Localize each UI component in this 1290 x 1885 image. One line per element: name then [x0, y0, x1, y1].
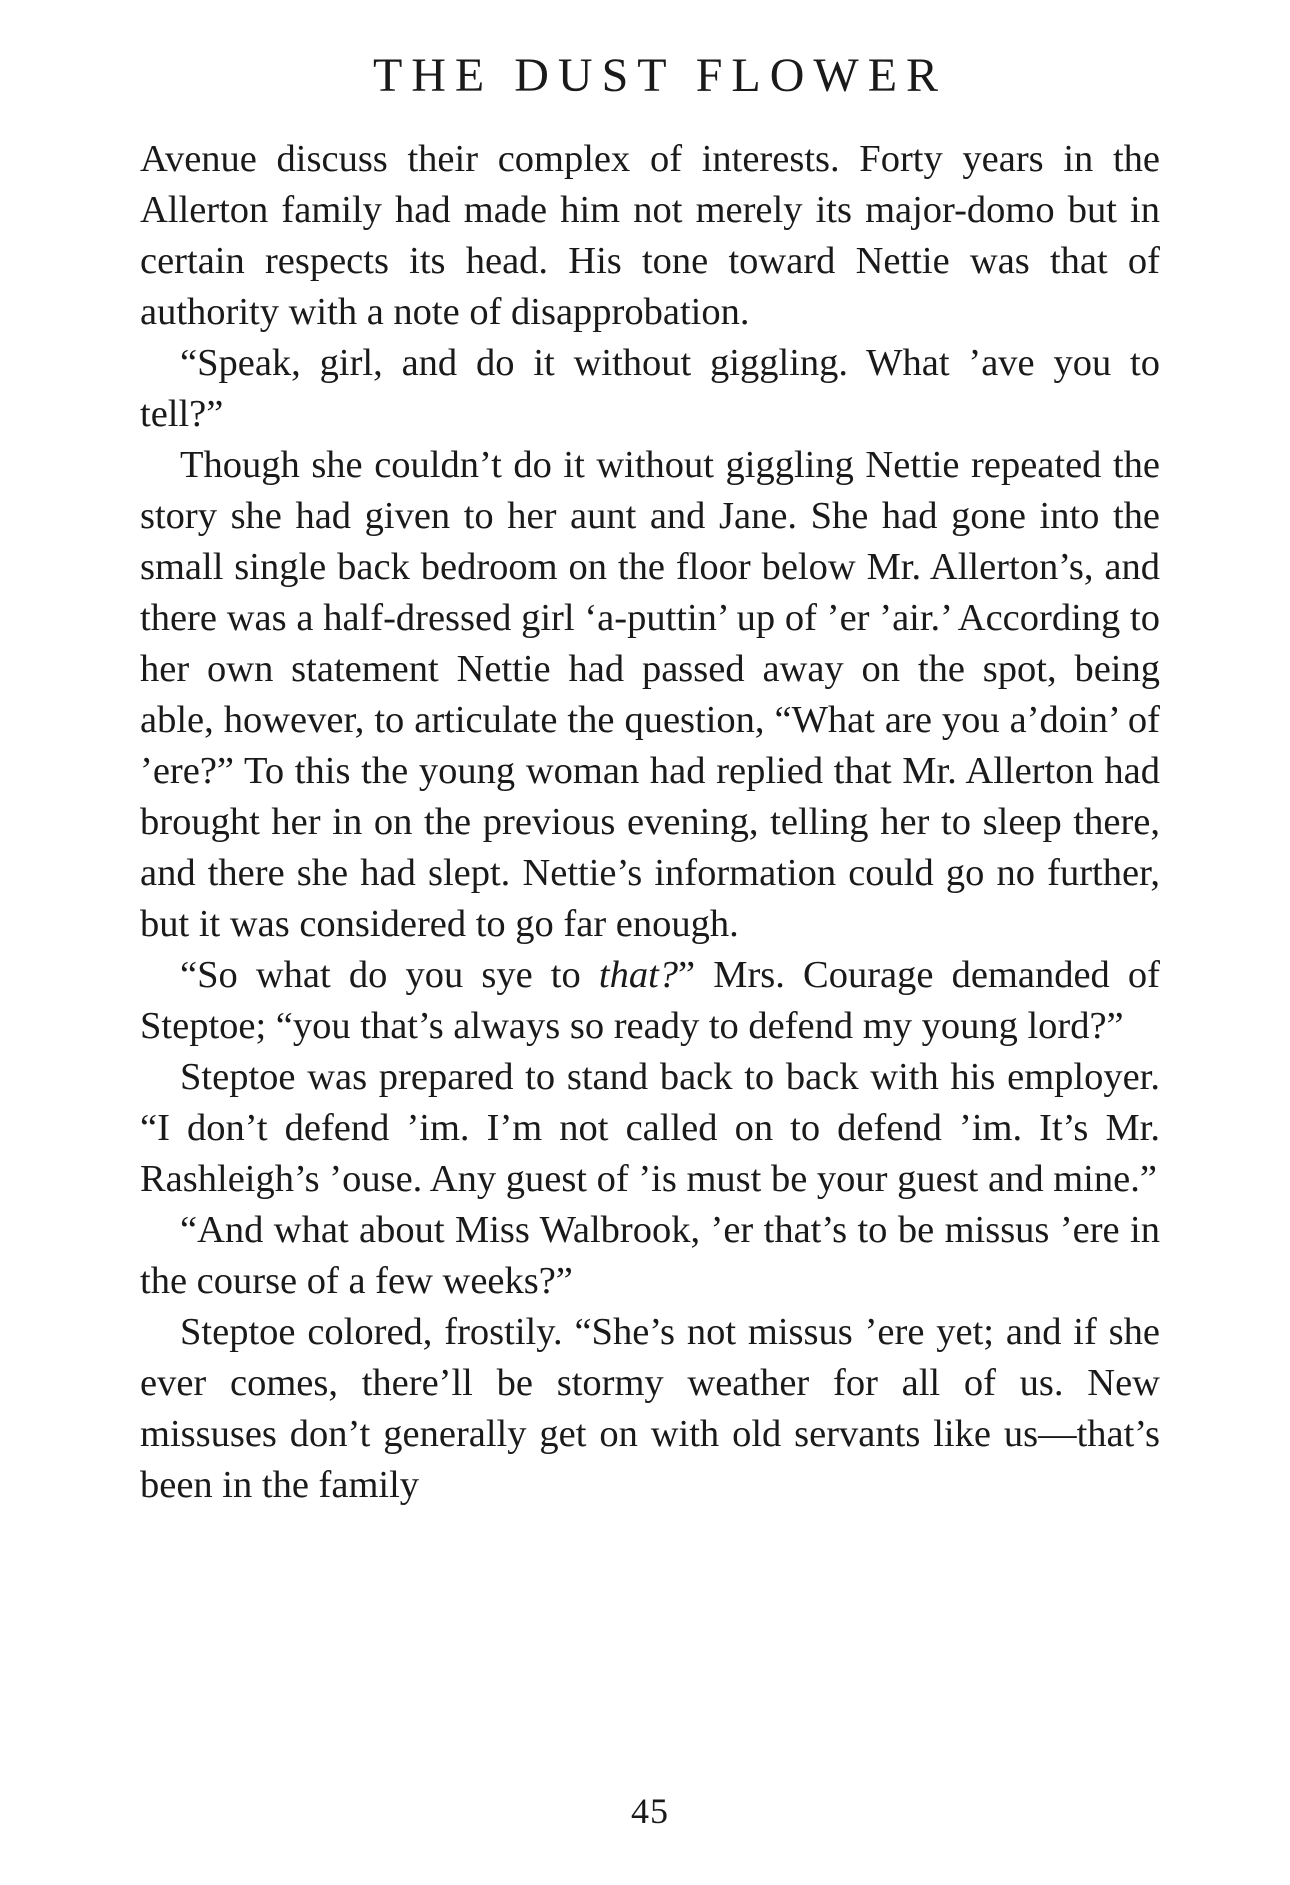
running-head: THE DUST FLOWER [372, 49, 948, 102]
paragraph-1: Avenue discuss their complex of interests. Forty years in the Allerton family had made him not merely its major-domo but in certain respects its head. His tone toward Nettie was that of authority with a note of disapprobation. [140, 138, 1160, 333]
paragraph-6: “And what about Miss Walbrook, ’er that’s to be missus ’ere in the course of a few weeks?” [140, 1209, 1160, 1302]
book-page [140, 40, 1160, 1850]
paragraph-2: “Speak, girl, and do it without giggling. What ’ave you to tell?” [140, 342, 1160, 435]
paragraph-4 [140, 950, 1160, 1052]
paragraph-4-italic: that? [598, 954, 679, 996]
page-number: 45 [631, 1791, 669, 1831]
paragraph-4-after: ” Mrs. Courage demanded of Steptoe; “you that’s always so ready to defend my young lord?” [140, 954, 1160, 1047]
paragraph-7: Steptoe colored, frostily. “She’s not missus ’ere yet; and if she ever comes, there’ll be stormy weather for all of us. New missuses don’t generally get on with old servants like us—that’s been in the family [140, 1311, 1160, 1506]
body-text [140, 134, 1160, 1511]
paragraph-3: Though she couldn’t do it without giggling Nettie repeated the story she had given to her aunt and Jane. She had gone into the small single back bedroom on the floor below Mr. Allerton’s, and there was a half-dressed girl ‘a-puttin’ up of ’er ’air.’ According to her own statement Nettie had passed away on the spot, being able, however, to articulate the question, “What are you a’doin’ of ’ere?” To this the young woman had replied that Mr. Allerton had brought her in on the previous evening, telling her to sleep there, and there she had slept. Nettie’s information could go no further, but it was considered to go far enough. [140, 444, 1160, 945]
paragraph-4-before: “So what do you sye to [180, 954, 599, 996]
paragraph-5: Steptoe was prepared to stand back to back with his employer. “I don’t defend ’im. I’m not called on to defend ’im. It’s Mr. Rashleigh’s ’ouse. Any guest of ’is must be your guest and mine.” [140, 1056, 1160, 1200]
